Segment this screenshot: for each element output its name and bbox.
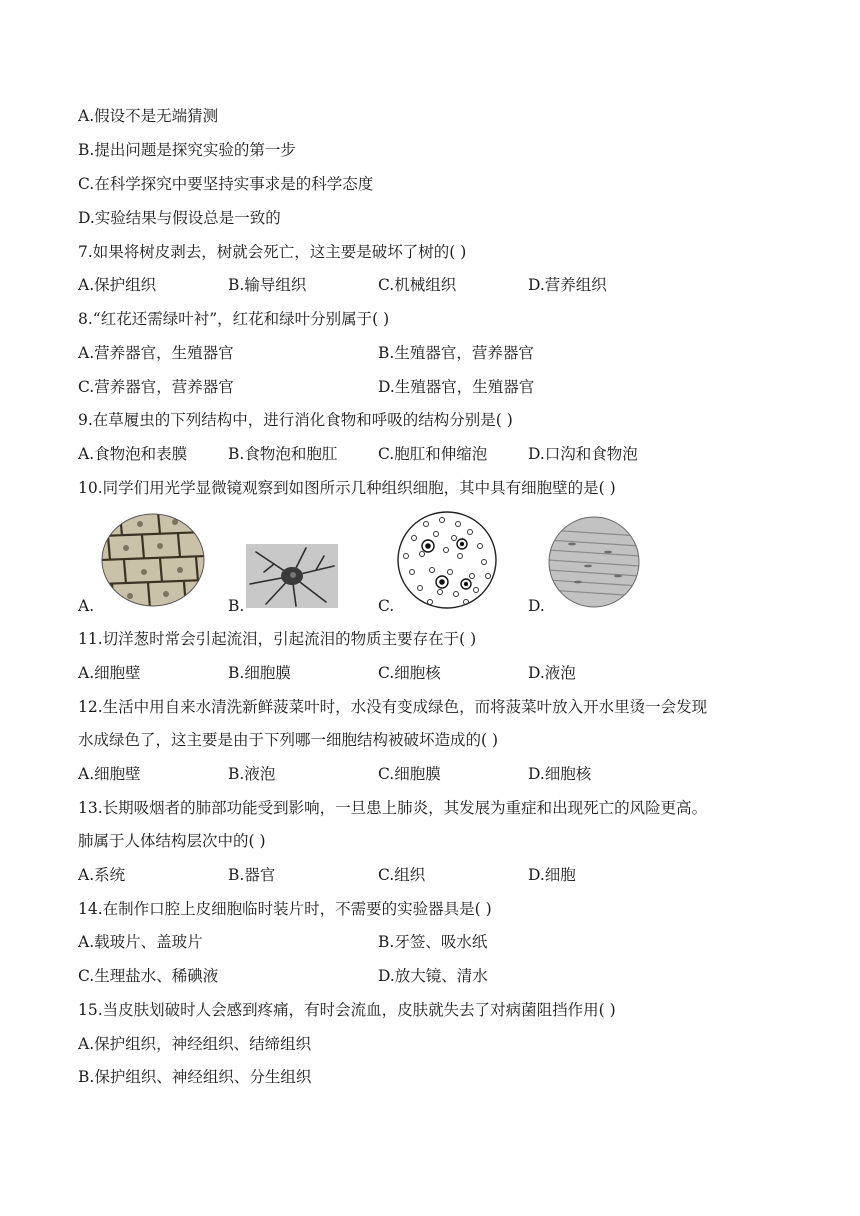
q14-stem: 14.在制作口腔上皮细胞临时装片时，不需要的实验器具是( ) [78, 900, 492, 918]
q14-option-d: D.放大镜、清水 [378, 967, 488, 985]
q7-option-c: C.机械组织 [378, 276, 457, 294]
q15-option-b: B.保护组织、神经组织、分生组织 [78, 1068, 312, 1086]
q13-option-b: B.器官 [228, 866, 276, 884]
q12-option-d: D.细胞核 [528, 765, 592, 783]
neuron-cell-image [246, 544, 338, 608]
q11-stem: 11.切洋葱时常会引起流泪，引起流泪的物质主要存在于( ) [78, 630, 477, 648]
q6-option-a: A.假设不是无端猜测 [78, 107, 219, 125]
q7-option-a: A.保护组织 [78, 276, 157, 294]
q12-stem-line1: 12.生活中用自来水清洗新鲜菠菜叶时，水没有变成绿色，而将菠菜叶放入开水里烫一会发现 [78, 698, 708, 716]
q9-stem: 9.在草履虫的下列结构中，进行消化食物和呼吸的结构分别是( ) [78, 411, 513, 429]
q13-option-d: D.细胞 [528, 866, 576, 884]
q11-option-c: C.细胞核 [378, 664, 441, 682]
q11-option-b: B.细胞膜 [228, 664, 291, 682]
q13-option-c: C.组织 [378, 866, 426, 884]
q6-option-c: C.在科学探究中要坚持实事求是的科学态度 [78, 175, 374, 193]
q9-option-b: B.食物泡和胞肛 [228, 445, 338, 463]
q9-option-c: C.胞肛和伸缩泡 [378, 445, 488, 463]
q6-option-b: B.提出问题是探究实验的第一步 [78, 141, 296, 159]
q14-option-b: B.牙签、吸水纸 [378, 933, 488, 951]
q13-option-a: A.系统 [78, 866, 126, 884]
q14-option-a: A.载玻片、盖玻片 [78, 933, 203, 951]
muscle-tissue-image [548, 516, 640, 608]
q15-stem: 15.当皮肤划破时人会感到疼痛，有时会流血，皮肤就失去了对病菌阻挡作用( ) [78, 1001, 616, 1019]
q12-option-c: C.细胞膜 [378, 765, 441, 783]
q12-option-b: B.液泡 [228, 765, 276, 783]
q8-option-b: B.生殖器官，营养器官 [378, 344, 534, 362]
q8-stem: 8.“红花还需绿叶衬”，红花和绿叶分别属于( ) [78, 310, 390, 328]
q13-stem-line2: 肺属于人体结构层次中的( ) [78, 832, 266, 850]
q13-stem-line1: 13.长期吸烟者的肺部功能受到影响，一旦患上肺炎，其发展为重症和出现死亡的风险更高。 [78, 799, 708, 817]
q10-label-b: B. [228, 597, 245, 615]
onion-epidermis-cells-image [100, 512, 206, 608]
q12-option-a: A.细胞壁 [78, 765, 141, 783]
q10-label-d: D. [528, 597, 545, 615]
q8-option-a: A.营养器官，生殖器官 [78, 344, 234, 362]
q6-option-d: D.实验结果与假设总是一致的 [78, 209, 281, 227]
blood-cells-image [396, 510, 498, 610]
q9-option-a: A.食物泡和表膜 [78, 445, 188, 463]
q12-stem-line2: 水成绿色了，这主要是由于下列哪一细胞结构被破坏造成的( ) [78, 731, 499, 749]
q11-option-d: D.液泡 [528, 664, 576, 682]
q7-option-d: D.营养组织 [528, 276, 607, 294]
q14-option-c: C.生理盐水、稀碘液 [78, 967, 219, 985]
q10-stem: 10.同学们用光学显微镜观察到如图所示几种组织细胞，其中具有细胞壁的是( ) [78, 479, 616, 497]
q15-option-a: A.保护组织，神经组织、结缔组织 [78, 1035, 312, 1053]
q11-option-a: A.细胞壁 [78, 664, 141, 682]
q8-option-d: D.生殖器官，生殖器官 [378, 378, 535, 396]
q8-option-c: C.营养器官，营养器官 [78, 378, 234, 396]
q9-option-d: D.口沟和食物泡 [528, 445, 638, 463]
q10-label-a: A. [78, 597, 95, 615]
q7-option-b: B.输导组织 [228, 276, 307, 294]
q7-stem: 7.如果将树皮剥去，树就会死亡，这主要是破坏了树的( ) [78, 243, 467, 261]
q10-label-c: C. [378, 597, 395, 615]
